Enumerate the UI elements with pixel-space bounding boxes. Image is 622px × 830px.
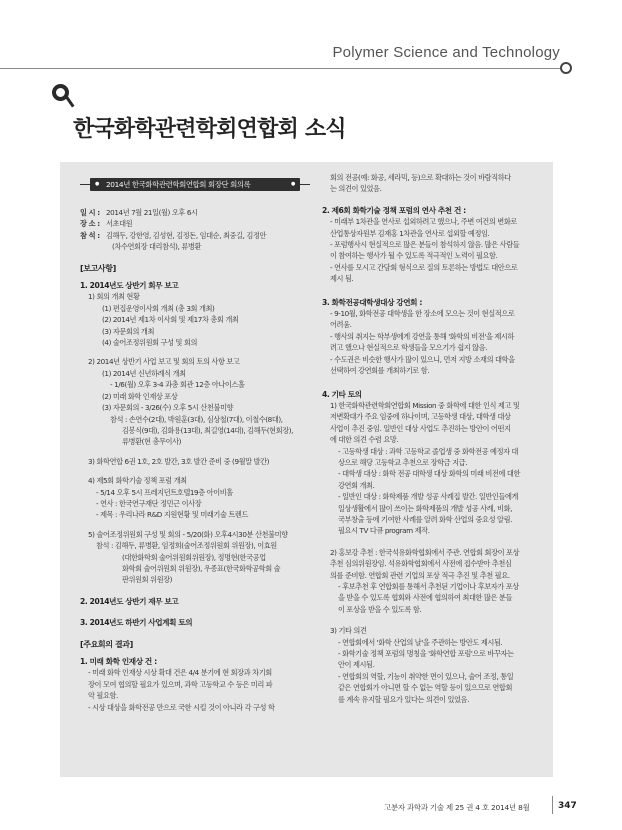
info-label: 장 소 : (80, 219, 100, 229)
meeting-title: ● 2014년 한국화학관련학회연합회 회장단 회의록 ● (90, 178, 300, 191)
meeting-title-bar (80, 178, 310, 191)
list-item: 2) 2014년 상반기 사업 보고 및 회의 토의 사항 보고 (88, 357, 240, 367)
page-number: 347 (558, 801, 577, 811)
list-item: - 포럼행사시 현실적으로 많은 분들이 참석하지 않음. 많은 사람들 (330, 240, 520, 250)
list-item: 의를 준비함. 연합회 관련 기업의 포상 적극 추진 및 추천 필요. (330, 570, 510, 580)
list-item: 판위원회 위원장) (122, 575, 173, 585)
list-item: 강연회 개최. (338, 480, 375, 490)
list-item: - 1/6(월) 오후 3-4 과총 회관 12층 아나이스홀 (110, 380, 245, 390)
list-item: 악 필요함. (88, 691, 118, 701)
results-section-title: 1. 미래 화학 인재상 건 : (80, 657, 157, 666)
list-item: (1) 2014년 신년하례식 개최 (102, 368, 186, 378)
list-item: 제시 됨. (330, 274, 354, 284)
list-item: 3) 기타 의견 (330, 626, 367, 636)
list-item: 상으로 해당 고등학교 추천으로 장학금 지급. (338, 457, 468, 467)
list-item: 추천 심의위원장임. 석유화학협회에서 사전에 접수받아 추천심 (330, 559, 512, 569)
info-label: 참 석 : (80, 230, 100, 240)
list-item: - 연합회의 역할, 기능이 취약한 면이 있으나, 술어 조정, 통일 (338, 671, 514, 681)
list-item: 3) 화학연합 6권 1호, 2호 발간, 3호 발간 준비 중 (9월말 발간) (88, 456, 270, 466)
section-title: 한국화학관련학회연합회 소식 (73, 116, 346, 142)
info-row (80, 218, 310, 229)
list-item: (4) 술어조정위원회 구성 및 회의 (102, 338, 198, 348)
list-item: 2) 홍보강 추천 : 한국석유화학협회에서 주관. 연합회 회장이 포상 (330, 547, 520, 557)
list-item: 김봉식(9대), 김화용(13대), 최길영(14대), 김해두(현회장), (122, 425, 294, 435)
list-item: - 수도권은 비슷한 행사가 많이 있으니, 먼저 지방 소재의 대학을 (330, 354, 515, 364)
report-heading: [보고사항] (80, 263, 116, 273)
list-item: 회의 전공(예: 화공, 세라믹, 등)으로 확대하는 것이 바람직하다 (330, 173, 511, 182)
list-item: 를 계속 유지할 필요가 있다는 의견이 있었음. (338, 694, 469, 704)
results-heading: [주요회의 결과] (80, 639, 133, 649)
info-value: 김해두, 강한영, 김성현, 김정돈, 임대순, 최중길, 김정안 (106, 230, 267, 240)
list-item: - 대학생 대상 : 화학 전공 대학생 대상 화학의 미래 비전에 대한 (338, 469, 520, 479)
list-item: 류병환(현 총무이사) (122, 437, 182, 447)
list-item: - 제목 : 우리나라 R&D 지원현황 및 미래기술 트렌드 (96, 510, 249, 520)
list-item: 는 의견이 있었음. (330, 184, 382, 194)
report-section-title: 2. 2014년도 상반기 재무 보고 (80, 596, 179, 606)
list-item: 4) 제5회 화학기술 정책 포럼 개최 (88, 476, 187, 486)
list-item: 참석 : 손연수(2대), 박원훈(3대), 심상철(7대), 이철수(8대), (110, 414, 283, 424)
list-item: 사업이 추진 중임. 일반인 대상 사업도 추진하는 방안이 어떤지 (330, 423, 511, 433)
list-item: - 연사를 모시고 간담회 형식으로 질의 토론하는 방법도 대안으로 (330, 262, 518, 272)
results-section-title: 2. 제6회 화학기술 정책 포럼의 연사 추천 건 : (322, 205, 466, 215)
list-item: 국부창출 등에 기여한 사례를 알려 화학 산업의 중요성 알림. (338, 514, 512, 524)
list-item: - 5/14 오후 5시 프레지던트호텔19층 아이비홀 (96, 487, 233, 497)
report-section-title: 3. 2014년도 하반기 사업계획 토의 (80, 618, 193, 628)
list-item: 5) 술어조정위원회 구성 및 회의 - 5/20(화) 오후4시30분 산천불미향 (88, 529, 288, 539)
results-section-title: 4. 기타 토의 (322, 389, 362, 399)
footer-journal-info: 고분자 과학과 기술 제 25 권 4 호 2014년 8월 (384, 803, 530, 812)
magnifier-handle (64, 94, 74, 107)
list-item: 참석 : 김해두, 류병환, 임정희(술어조정위원회 위원장), 이효원 (96, 541, 277, 551)
list-item: (대한화학회 술어위원회위원장), 정명현(한국공업 (122, 552, 266, 562)
list-item: 선택하여 강연회를 개최하기로 함. (330, 366, 430, 376)
list-item: 화학회 술어위원회 위원장), 우종표(한국화학공학회 술 (122, 563, 281, 573)
list-item: - 후보추천 후 연합회를 통해서 추천된 기업이나 후보자가 포상 (338, 582, 519, 591)
results-section-title: 3. 화학전공대학생대상 강연회 : (322, 297, 422, 307)
list-item: 저변확대가 주요 임중에 하나이며, 고등학생 대상, 대학생 대상 (330, 412, 511, 422)
list-item: - 미래부 1차관을 연사로 섭외하려고 했으나, 주변 여건의 변화로 (330, 217, 517, 227)
list-item: 장이 모여 협의할 필요가 있으며, 과학 고등학교 수 등은 미리 파 (88, 679, 273, 689)
list-item: 이 참여하는 행사가 될 수 있도록 적극적인 노력이 필요함. (330, 251, 498, 261)
list-item: - 연합회에서 '화학 산업의 날'을 주관하는 방안도 제시됨. (338, 637, 503, 647)
list-item: (2) 2014년 제1차 이사회 및 제17차 총회 개최 (102, 315, 239, 325)
list-item: - 미래 화학 인재상 시상 확대 건은 4/4 분기에 현 회장과 차기회 (88, 668, 272, 678)
header-rule (0, 68, 560, 69)
list-item: - 9-10월, 화학전공 대학생을 한 장소에 모으는 것이 현실적으로 (330, 309, 515, 319)
list-item: - 시상 대상을 화학전공 만으로 국한 시킬 것이 아니라 각 구성 학 (88, 702, 275, 712)
list-item: 산업통상자원부 김재홍 1차관을 연사로 섭외할 예정임. (330, 228, 490, 238)
list-item: - 행사의 취지는 학부생에게 강연을 통해 '화학의 비전'을 제시하 (330, 331, 515, 341)
info-value: 2014년 7월 21일(월) 오후 6시 (106, 208, 198, 217)
list-item: - 일반인 대상 : 화학제품 개발 성공 사례집 발간. 일반인들에게 (338, 492, 519, 502)
journal-title: Polymer Science and Technology (332, 44, 560, 61)
list-item: - 연사 : 한국연구재단 정민근 이사장 (96, 498, 202, 508)
list-item: - 고등학생 대상 : 과학 고등학교 졸업생 중 화학전공 예정자 대 (338, 446, 519, 456)
list-item: 1) 회의 개최 현황 (88, 292, 140, 302)
info-value: 서초대원 (106, 219, 133, 229)
list-item: 어려움. (330, 320, 352, 330)
info-continuation: (차수연회장 대리참석), 류병환 (112, 242, 201, 252)
header-ring-icon (560, 62, 572, 74)
info-row (80, 230, 310, 241)
info-label: 일 시 : (80, 208, 100, 217)
list-item: (3) 자문회의 개최 (102, 326, 155, 336)
list-item: 을 받을 수 있도록 협회와 사전에 협의하여 최대한 많은 분들 (338, 593, 512, 603)
right-column (322, 172, 546, 705)
list-item: 필요시 TV 다큐 program 제작. (338, 526, 430, 536)
footer-divider (552, 796, 553, 814)
report-section-title: 1. 2014년도 상반기 회무 보고 (80, 281, 179, 291)
list-item: 려고 했으나 현실적으로 학생들을 모으기가 쉽지 않음. (330, 343, 488, 353)
list-item: 일상생활에서 많이 쓰이는 화학제품의 개발 성공 사례, 비화, (338, 503, 512, 513)
left-column (80, 178, 310, 713)
info-row (80, 207, 310, 218)
list-item: (2) 미래 화학 인재상 포상 (102, 391, 178, 401)
list-item: 안이 제시됨. (338, 660, 375, 670)
list-item: - 화학기술 정책 포럼의 명칭을 '화학연합 포럼'으로 바꾸자는 (338, 649, 514, 659)
list-item: (3) 자문회의 - 3/26(수) 오후 5시 산천불미향 (102, 403, 234, 413)
list-item: 1) 한국화학관련학회연합회 Mission 중 화학에 대한 인식 제고 및 (330, 400, 520, 410)
list-item: 같은 연합회가 아니면 할 수 없는 역할 등이 있으므로 연합회 (338, 683, 512, 693)
list-item: (1) 편집운영이사회 개최 (총 3회 개최) (102, 303, 215, 313)
list-item: 에 대한 의견 수렴 요망. (330, 435, 399, 445)
list-item: 이 포상을 받을 수 있도록 함. (338, 604, 422, 614)
